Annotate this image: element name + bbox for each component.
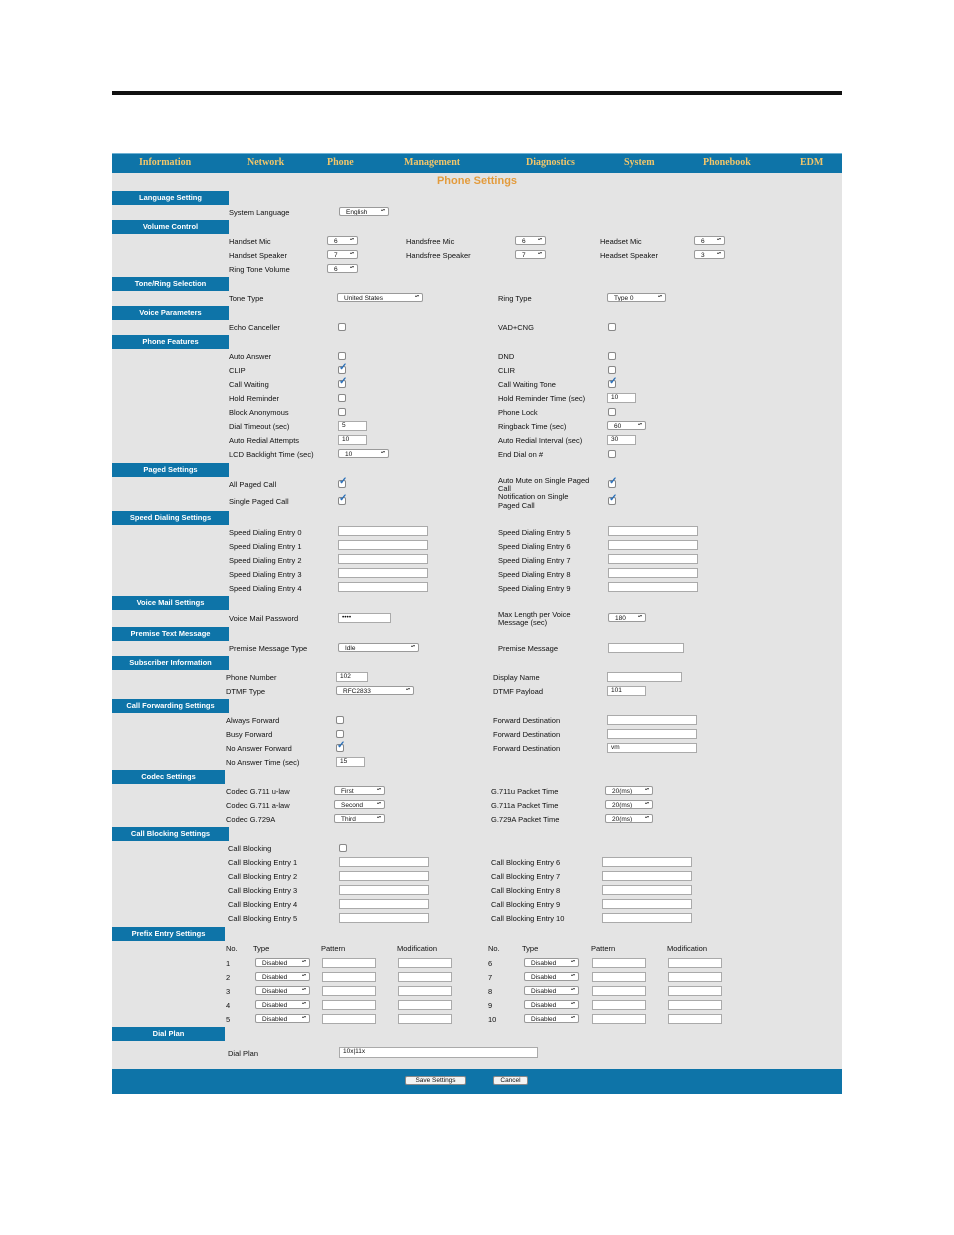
block-anonymous-label: Block Anonymous	[229, 408, 289, 417]
ringback-time-label: Ringback Time (sec)	[498, 422, 567, 431]
prefix-type-select[interactable]: Disabled ▴▾	[255, 958, 310, 967]
check-icon: ✓	[609, 476, 618, 487]
forward-destination-input[interactable]: vm	[607, 743, 697, 753]
call-blocking-label: Call Blocking	[228, 844, 272, 853]
cancel-button[interactable]: Cancel	[493, 1076, 528, 1085]
auto-redial-attempts-input[interactable]: 10	[338, 435, 367, 445]
max-length-select[interactable]: 180 ▴▾	[608, 613, 646, 622]
tone-type-select[interactable]: United States ▴▾	[337, 293, 423, 302]
prefix-type-select[interactable]: Disabled ▴▾	[524, 1000, 579, 1009]
check-icon: ✓	[339, 376, 348, 387]
always-forward-checkbox[interactable]	[336, 716, 344, 724]
echo-canceller-label: Echo Canceller	[229, 323, 280, 332]
prefix-header-pattern: Pattern	[591, 944, 616, 953]
save-settings-button[interactable]: Save Settings	[405, 1076, 466, 1085]
codec-g729-label: Codec G.729A	[226, 815, 276, 824]
phone-lock-label: Phone Lock	[498, 408, 538, 417]
ring-type-label: Ring Type	[498, 294, 532, 303]
speed-entry-input[interactable]	[338, 568, 428, 578]
auto-redial-interval-label: Auto Redial Interval (sec)	[498, 436, 583, 445]
display-name-input[interactable]	[607, 672, 682, 682]
speed-entry-input[interactable]	[608, 582, 698, 592]
handset-mic-select[interactable]: 6 ▴▾	[327, 236, 358, 245]
prefix-pattern-input[interactable]	[322, 972, 376, 982]
prefix-modification-input[interactable]	[668, 972, 722, 982]
prefix-type-select[interactable]: Disabled ▴▾	[255, 986, 310, 995]
prefix-row-number: 6	[488, 959, 493, 968]
headset-speaker-select[interactable]: 3 ▴▾	[694, 250, 725, 259]
speed-entry-label: Speed Dialing Entry 2	[229, 556, 302, 565]
prefix-type-select[interactable]: Disabled ▴▾	[524, 972, 579, 981]
g729-packet-time-select[interactable]: 20(ms) ▴▾	[605, 814, 653, 823]
nav-diagnostics[interactable]: Diagnostics	[526, 157, 575, 168]
main-nav	[112, 153, 842, 173]
prefix-type-select[interactable]: Disabled ▴▾	[524, 986, 579, 995]
dial-timeout-input[interactable]: 5	[338, 421, 367, 431]
section-codec: Codec Settings	[112, 770, 225, 784]
speed-entry-input[interactable]	[338, 582, 428, 592]
prefix-type-select[interactable]: Disabled ▴▾	[524, 958, 579, 967]
speed-entry-label: Speed Dialing Entry 5	[498, 528, 571, 537]
prefix-row-number: 8	[488, 987, 493, 996]
codec-alaw-select[interactable]: Second ▴▾	[334, 800, 385, 809]
speed-entry-label: Speed Dialing Entry 4	[229, 584, 302, 593]
headset-mic-select[interactable]: 6 ▴▾	[694, 236, 725, 245]
auto-mute-label-2: Call	[498, 484, 511, 493]
dial-plan-input[interactable]: 10x|11x	[339, 1047, 538, 1058]
section-language: Language Setting	[112, 191, 229, 205]
prefix-header-type: Type	[253, 944, 270, 953]
handsfree-mic-select[interactable]: 6 ▴▾	[515, 236, 546, 245]
voicemail-password-input[interactable]: ••••	[338, 613, 391, 623]
speed-entry-input[interactable]	[338, 526, 428, 536]
dtmf-payload-label: DTMF Payload	[493, 687, 544, 696]
blocking-entry-input[interactable]	[602, 899, 692, 909]
blocking-entry-label: Call Blocking Entry 5	[228, 914, 298, 923]
no-answer-forward-checkbox[interactable]	[336, 740, 346, 752]
speed-entry-label: Speed Dialing Entry 8	[498, 570, 571, 579]
check-icon: ✓	[337, 740, 346, 751]
blocking-entry-input[interactable]	[339, 913, 429, 923]
blocking-entry-label: Call Blocking Entry 3	[228, 886, 298, 895]
check-icon: ✓	[609, 493, 618, 504]
prefix-row-number: 7	[488, 973, 493, 982]
g729-packet-time-label: G.729A Packet Time	[491, 815, 560, 824]
blocking-entry-label: Call Blocking Entry 1	[228, 858, 298, 867]
blocking-entry-input[interactable]	[339, 857, 429, 867]
prefix-row-number: 3	[226, 987, 231, 996]
auto-mute-label: Auto Mute on Single Paged	[498, 476, 590, 485]
dial-timeout-label: Dial Timeout (sec)	[229, 422, 290, 431]
prefix-row-number: 9	[488, 1001, 493, 1010]
clir-checkbox[interactable]	[608, 366, 616, 374]
dnd-label: DND	[498, 352, 515, 361]
prefix-type-select[interactable]: Disabled ▴▾	[255, 1000, 310, 1009]
nav-edm[interactable]: EDM	[800, 157, 824, 168]
prefix-pattern-input[interactable]	[322, 958, 376, 968]
header-rule	[112, 91, 842, 95]
ring-type-select[interactable]: Type 0 ▴▾	[607, 293, 666, 302]
headset-speaker-label: Headset Speaker	[600, 251, 658, 260]
prefix-row-number: 1	[226, 959, 231, 968]
busy-forward-checkbox[interactable]	[336, 730, 344, 738]
blocking-entry-label: Call Blocking Entry 2	[228, 872, 298, 881]
headset-mic-label: Headset Mic	[600, 237, 642, 246]
prefix-header-modification: Modification	[667, 944, 708, 953]
block-anonymous-checkbox[interactable]	[338, 408, 346, 416]
handset-speaker-select[interactable]: 7 ▴▾	[327, 250, 358, 259]
call-waiting-checkbox[interactable]	[338, 376, 348, 388]
prefix-row-number: 2	[226, 973, 231, 982]
always-forward-label: Always Forward	[226, 716, 280, 725]
prefix-modification-input[interactable]	[398, 1000, 452, 1010]
premise-message-input[interactable]	[608, 643, 684, 653]
nav-phone[interactable]: Phone	[327, 157, 354, 168]
dtmf-payload-input[interactable]: 101	[607, 686, 646, 696]
premise-type-label: Premise Message Type	[229, 644, 308, 653]
check-icon: ✓	[339, 476, 348, 487]
single-paged-checkbox[interactable]	[338, 493, 348, 505]
blocking-entry-label: Call Blocking Entry 9	[491, 900, 561, 909]
phone-lock-checkbox[interactable]	[608, 408, 616, 416]
speed-entry-input[interactable]	[608, 540, 698, 550]
check-icon: ✓	[339, 362, 348, 373]
echo-canceller-checkbox[interactable]	[338, 323, 346, 331]
prefix-header-modification: Modification	[397, 944, 438, 953]
blocking-entry-input[interactable]	[339, 885, 429, 895]
speed-entry-label: Speed Dialing Entry 1	[229, 542, 302, 551]
notification-checkbox[interactable]	[608, 493, 618, 505]
end-dial-label: End Dial on #	[498, 450, 544, 459]
auto-answer-label: Auto Answer	[229, 352, 272, 361]
no-answer-time-label: No Answer Time (sec)	[226, 758, 300, 767]
all-paged-checkbox[interactable]	[338, 476, 348, 488]
blocking-entry-input[interactable]	[339, 871, 429, 881]
phone-number-input[interactable]: 102	[336, 672, 368, 682]
speed-entry-input[interactable]	[338, 540, 428, 550]
section-tone: Tone/Ring Selection	[112, 277, 229, 291]
hold-reminder-time-label: Hold Reminder Time (sec)	[498, 394, 586, 403]
prefix-pattern-input[interactable]	[322, 1014, 376, 1024]
prefix-modification-input[interactable]	[668, 1000, 722, 1010]
prefix-header-pattern: Pattern	[321, 944, 346, 953]
blocking-entry-input[interactable]	[602, 913, 692, 923]
prefix-type-select[interactable]: Disabled ▴▾	[524, 1014, 579, 1023]
blocking-entry-input[interactable]	[602, 857, 692, 867]
prefix-pattern-input[interactable]	[592, 958, 646, 968]
blocking-entry-label: Call Blocking Entry 10	[491, 914, 565, 923]
prefix-pattern-input[interactable]	[592, 986, 646, 996]
prefix-pattern-input[interactable]	[592, 1014, 646, 1024]
section-volume: Volume Control	[112, 220, 229, 234]
speed-entry-label: Speed Dialing Entry 3	[229, 570, 302, 579]
call-waiting-tone-label: Call Waiting Tone	[498, 380, 556, 389]
prefix-pattern-input[interactable]	[592, 1000, 646, 1010]
prefix-pattern-input[interactable]	[322, 1000, 376, 1010]
notification-label: Notification on Single	[498, 492, 569, 501]
blocking-entry-label: Call Blocking Entry 6	[491, 858, 561, 867]
check-icon: ✓	[609, 376, 618, 387]
hold-reminder-checkbox[interactable]	[338, 394, 346, 402]
section-paged: Paged Settings	[112, 463, 229, 477]
max-length-label: Max Length per Voice	[498, 610, 571, 619]
codec-g729-select[interactable]: Third ▴▾	[334, 814, 385, 823]
forward-destination-input[interactable]	[607, 715, 697, 725]
no-answer-time-input[interactable]: 15	[336, 757, 365, 767]
call-blocking-checkbox[interactable]	[339, 844, 347, 852]
section-features: Phone Features	[112, 335, 229, 349]
forward-destination-label: Forward Destination	[493, 716, 561, 725]
forward-destination-input[interactable]	[607, 729, 697, 739]
display-name-label: Display Name	[493, 673, 540, 682]
ringback-time-select[interactable]: 60 ▴▾	[607, 421, 646, 430]
premise-type-select[interactable]: Idle ▴▾	[338, 643, 419, 652]
forward-destination-label: Forward Destination	[493, 730, 561, 739]
section-premise: Premise Text Message	[112, 627, 229, 641]
speed-entry-input[interactable]	[608, 526, 698, 536]
auto-redial-interval-input[interactable]: 30	[607, 435, 636, 445]
nav-system[interactable]: System	[624, 157, 655, 168]
voicemail-password-label: Voice Mail Password	[229, 614, 299, 623]
blocking-entry-input[interactable]	[602, 871, 692, 881]
lcd-backlight-label: LCD Backlight Time (sec)	[229, 450, 314, 459]
section-voice-params: Voice Parameters	[112, 306, 229, 320]
section-speed: Speed Dialing Settings	[112, 511, 229, 525]
speed-entry-input[interactable]	[608, 554, 698, 564]
footer-bar	[112, 1069, 842, 1094]
prefix-modification-input[interactable]	[668, 1014, 722, 1024]
codec-ulaw-label: Codec G.711 u-law	[226, 787, 290, 796]
single-paged-label: Single Paged Call	[229, 497, 289, 506]
alaw-packet-time-select[interactable]: 20(ms) ▴▾	[605, 800, 653, 809]
alaw-packet-time-label: G.711a Packet Time	[491, 801, 559, 810]
speed-entry-input[interactable]	[608, 568, 698, 578]
handsfree-speaker-select[interactable]: 7 ▴▾	[515, 250, 546, 259]
prefix-type-select[interactable]: Disabled ▴▾	[255, 1014, 310, 1023]
auto-answer-checkbox[interactable]	[338, 352, 346, 360]
notification-label-2: Paged Call	[498, 501, 535, 510]
handsfree-mic-label: Handsfree Mic	[406, 237, 455, 246]
blocking-entry-input[interactable]	[339, 899, 429, 909]
dnd-checkbox[interactable]	[608, 352, 616, 360]
dial-plan-label: Dial Plan	[228, 1049, 259, 1058]
clip-label: CLIP	[229, 366, 246, 375]
handsfree-speaker-label: Handsfree Speaker	[406, 251, 471, 260]
ulaw-packet-time-label: G.711u Packet Time	[491, 787, 559, 796]
nav-management[interactable]: Management	[404, 157, 461, 168]
section-voicemail: Voice Mail Settings	[112, 596, 229, 610]
hold-reminder-time-input[interactable]: 10	[607, 393, 636, 403]
no-answer-forward-label: No Answer Forward	[226, 744, 292, 753]
call-waiting-tone-checkbox[interactable]	[608, 376, 618, 388]
ring-volume-label: Ring Tone Volume	[229, 265, 290, 274]
ring-volume-select[interactable]: 6 ▴▾	[327, 264, 358, 273]
handset-speaker-label: Handset Speaker	[229, 251, 287, 260]
dtmf-type-select[interactable]: RFC2833 ▴▾	[336, 686, 414, 695]
prefix-modification-input[interactable]	[398, 972, 452, 982]
prefix-header-no: No.	[488, 944, 500, 953]
ulaw-packet-time-select[interactable]: 20(ms) ▴▾	[605, 786, 653, 795]
dtmf-type-label: DTMF Type	[226, 687, 266, 696]
system-language-select[interactable]: English ▴▾	[339, 207, 389, 216]
prefix-modification-input[interactable]	[668, 958, 722, 968]
prefix-pattern-input[interactable]	[592, 972, 646, 982]
nav-network[interactable]: Network	[247, 157, 285, 168]
prefix-row-number: 4	[226, 1001, 231, 1010]
blocking-entry-label: Call Blocking Entry 8	[491, 886, 561, 895]
prefix-header-type: Type	[522, 944, 539, 953]
check-icon: ✓	[339, 493, 348, 504]
premise-message-label: Premise Message	[498, 644, 559, 653]
section-dialplan: Dial Plan	[112, 1027, 225, 1041]
end-dial-checkbox[interactable]	[608, 450, 616, 458]
section-forwarding: Call Forwarding Settings	[112, 699, 229, 713]
speed-entry-label: Speed Dialing Entry 6	[498, 542, 571, 551]
codec-alaw-label: Codec G.711 a-law	[226, 801, 290, 810]
speed-entry-label: Speed Dialing Entry 0	[229, 528, 302, 537]
section-blocking: Call Blocking Settings	[112, 827, 229, 841]
phone-number-label: Phone Number	[226, 673, 277, 682]
call-waiting-label: Call Waiting	[229, 380, 269, 389]
handset-mic-label: Handset Mic	[229, 237, 271, 246]
vad-cng-checkbox[interactable]	[608, 323, 616, 331]
busy-forward-label: Busy Forward	[226, 730, 273, 739]
blocking-entry-label: Call Blocking Entry 4	[228, 900, 298, 909]
prefix-type-select[interactable]: Disabled ▴▾	[255, 972, 310, 981]
clir-label: CLIR	[498, 366, 516, 375]
vad-cng-label: VAD+CNG	[498, 323, 534, 332]
auto-redial-attempts-label: Auto Redial Attempts	[229, 436, 300, 445]
system-language-label: System Language	[229, 208, 290, 217]
forward-destination-label: Forward Destination	[493, 744, 561, 753]
section-subscriber: Subscriber Information	[112, 656, 229, 670]
speed-entry-input[interactable]	[338, 554, 428, 564]
lcd-backlight-select[interactable]: 10 ▴▾	[338, 449, 389, 458]
prefix-modification-input[interactable]	[668, 986, 722, 996]
hold-reminder-label: Hold Reminder	[229, 394, 280, 403]
blocking-entry-input[interactable]	[602, 885, 692, 895]
prefix-modification-input[interactable]	[398, 958, 452, 968]
max-length-label-2: Message (sec)	[498, 618, 548, 627]
prefix-modification-input[interactable]	[398, 986, 452, 996]
nav-information[interactable]: Information	[139, 157, 192, 168]
codec-ulaw-select[interactable]: First ▴▾	[334, 786, 385, 795]
phone-settings-page	[112, 153, 842, 1094]
tone-type-label: Tone Type	[229, 294, 264, 303]
prefix-modification-input[interactable]	[398, 1014, 452, 1024]
prefix-row-number: 10	[488, 1015, 497, 1024]
speed-entry-label: Speed Dialing Entry 7	[498, 556, 571, 565]
prefix-header-no: No.	[226, 944, 238, 953]
all-paged-label: All Paged Call	[229, 480, 277, 489]
nav-phonebook[interactable]: Phonebook	[703, 157, 751, 168]
section-prefix: Prefix Entry Settings	[112, 927, 225, 941]
blocking-entry-label: Call Blocking Entry 7	[491, 872, 561, 881]
clip-checkbox[interactable]	[338, 362, 348, 374]
prefix-row-number: 5	[226, 1015, 231, 1024]
page-title: Phone Settings	[436, 175, 518, 187]
auto-mute-checkbox[interactable]	[608, 476, 618, 488]
speed-entry-label: Speed Dialing Entry 9	[498, 584, 571, 593]
prefix-pattern-input[interactable]	[322, 986, 376, 996]
